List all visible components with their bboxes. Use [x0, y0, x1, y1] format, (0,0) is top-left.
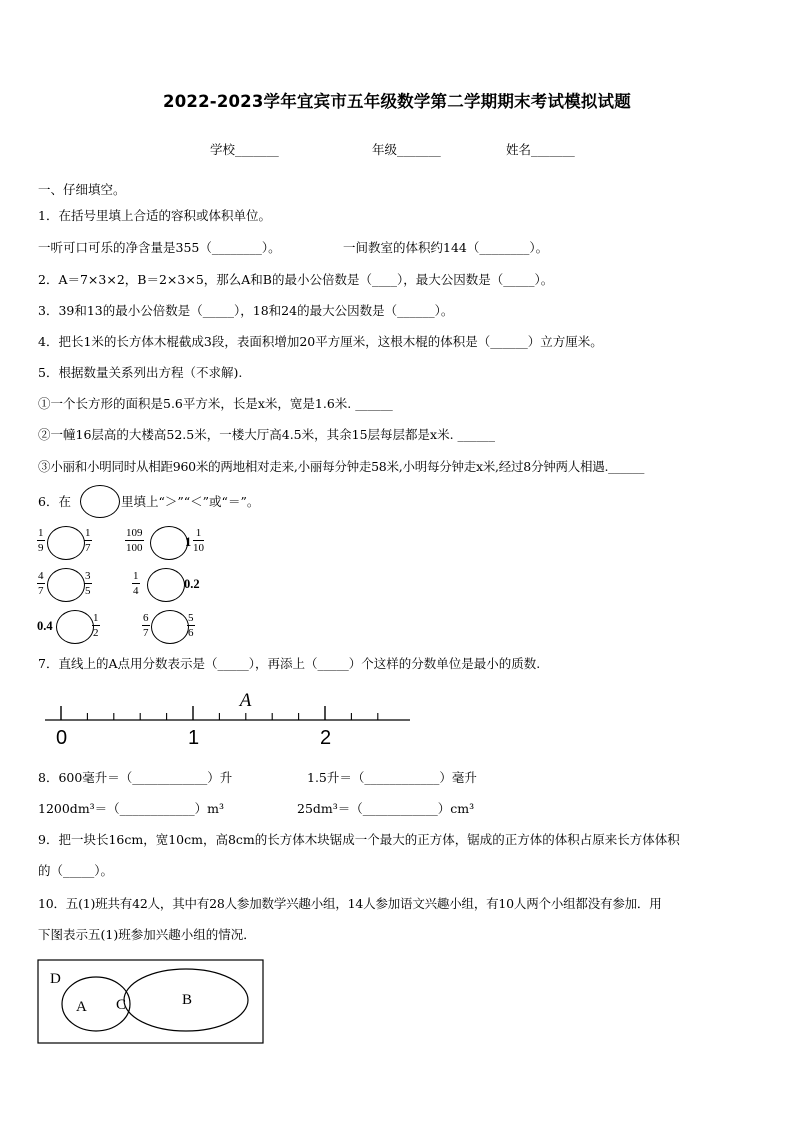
number-line-label: 0 [56, 727, 68, 748]
question-8a: 8．600毫升＝（____________）升 [38, 770, 233, 785]
compare-circle[interactable] [47, 526, 85, 560]
fraction: 1 7 [85, 527, 91, 554]
fraction: 6 7 [143, 612, 149, 639]
question-8c: 1200dm³＝（____________）m³ [38, 801, 225, 816]
decimal-value: 0.4 [37, 619, 53, 633]
question-7: 7．直线上的A点用分数表示是（_____），再添上（_____）个这样的分数单位是最小的质数. [38, 656, 541, 671]
section-heading: 一、仔细填空。 [38, 182, 126, 197]
question-4: 4．把长1米的长方体木棍截成3段，表面积增加20平方厘米，这根木棍的体积是（______）立方厘米。 [38, 334, 603, 349]
page-title: 2022-2023学年宜宾市五年级数学第二学期期末考试模拟试题 [163, 92, 631, 111]
venn-label-a: A [76, 999, 87, 1015]
point-a-label: A [239, 690, 252, 711]
number-line [40, 686, 420, 748]
fraction: 3 5 [85, 570, 91, 597]
number-line-label: 1 [188, 727, 200, 748]
question-6-prefix: 6．在 [38, 494, 71, 509]
fraction: 1 9 [38, 527, 44, 554]
venn-label-b: B [182, 992, 193, 1008]
question-9-line2: 的（_____）。 [38, 863, 114, 878]
whole-number: 1 [185, 535, 192, 549]
question-8b: 1.5升＝（____________）毫升 [307, 770, 477, 785]
fraction: 4 7 [38, 570, 44, 597]
question-1b: 一间教室的体积约144（________）。 [343, 240, 549, 255]
compare-circle[interactable] [151, 610, 189, 644]
question-5c: ③小丽和小明同时从相距960米的两地相对走来,小丽每分钟走58米,小明每分钟走x米,经过8分钟两人相遇.______ [38, 459, 645, 474]
fraction: 109 100 [126, 527, 143, 554]
compare-circle[interactable] [150, 526, 188, 560]
fraction: 1 10 [193, 527, 204, 554]
question-10-line1: 10．五(1)班共有42人，其中有28人参加数学兴趣小组，14人参加语文兴趣小组，有10人两个小组都没有参加．用 [38, 896, 662, 911]
number-line-label: 2 [320, 727, 332, 748]
question-10-line2: 下图表示五(1)班参加兴趣小组的情况． [38, 927, 256, 942]
venn-label-d: D [50, 971, 61, 987]
venn-frame [38, 960, 263, 1043]
fraction: 5 6 [188, 612, 194, 639]
question-2: 2．A＝7×3×2，B＝2×3×5，那么A和B的最小公倍数是（____），最大公因数是（_____）。 [38, 272, 554, 287]
question-5a: ①一个长方形的面积是5.6平方米，长是x米，宽是1.6米. ______ [38, 396, 393, 411]
blank-circle-icon [80, 485, 120, 518]
question-5b: ②一幢16层高的大楼高52.5米，一楼大厅高4.5米，其余15层每层都是x米. ______ [38, 427, 496, 442]
venn-label-c: C [116, 997, 127, 1013]
question-3: 3．39和13的最小公倍数是（_____），18和24的最大公因数是（______）。 [38, 303, 454, 318]
compare-circle[interactable] [147, 568, 185, 602]
venn-diagram [36, 958, 266, 1046]
question-1: 1．在括号里填上合适的容积或体积单位。 [38, 208, 271, 223]
fraction: 1 4 [133, 570, 139, 597]
question-8d: 25dm³＝（____________）cm³ [297, 801, 475, 816]
question-6-suffix: 里填上“＞”“＜”或“＝”。 [121, 494, 260, 509]
school-field[interactable]: 学校_______ [210, 142, 279, 157]
question-9-line1: 9．把一块长16cm，宽10cm，高8cm的长方体木块锯成一个最大的正方体，锯成的正方体的体积占原来长方体体积 [38, 832, 680, 847]
question-5: 5．根据数量关系列出方程（不求解). [38, 365, 243, 380]
decimal-value: 0.2 [184, 577, 200, 591]
grade-field[interactable]: 年级_______ [372, 142, 441, 157]
compare-circle[interactable] [56, 610, 94, 644]
compare-circle[interactable] [47, 568, 85, 602]
question-1a: 一听可口可乐的净含量是355（________）。 [38, 240, 281, 255]
name-field[interactable]: 姓名_______ [506, 142, 575, 157]
fraction: 1 2 [93, 612, 99, 639]
